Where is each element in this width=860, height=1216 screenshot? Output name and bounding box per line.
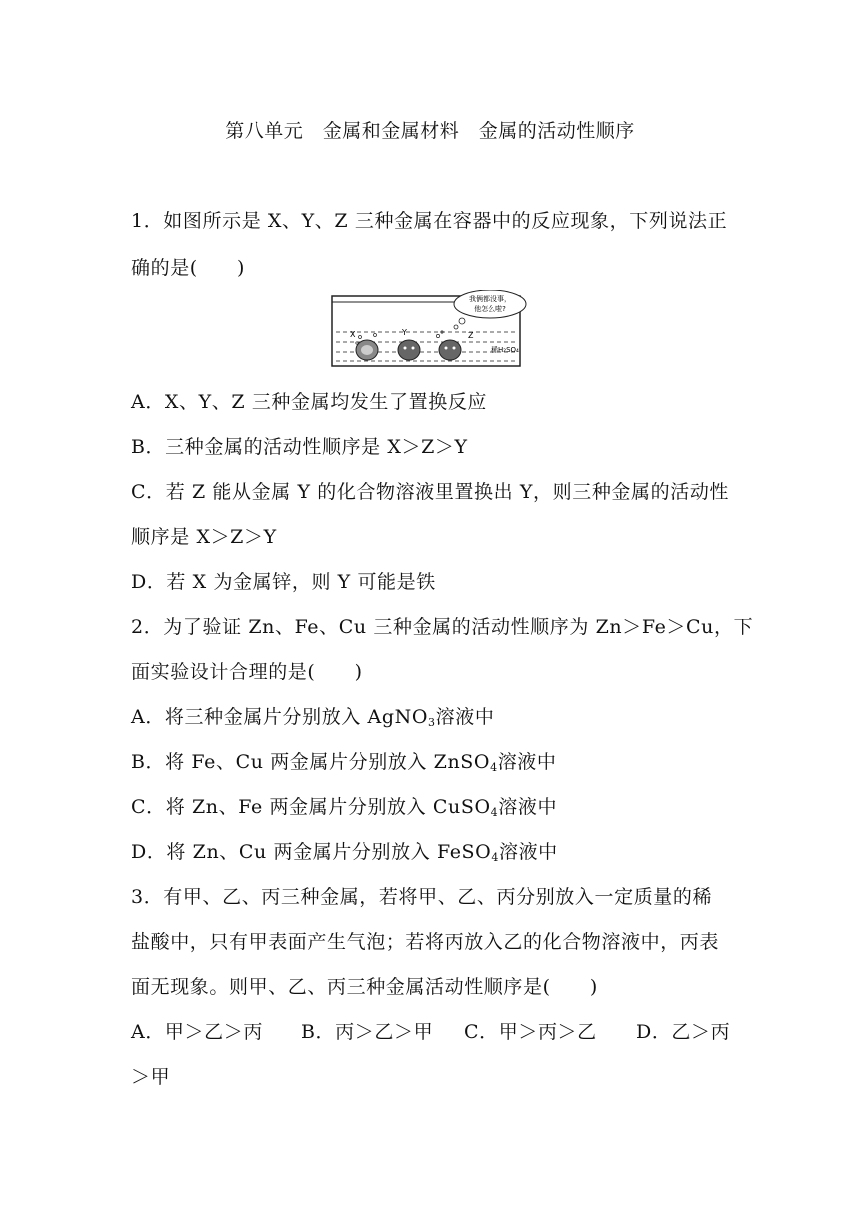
q2-option-b-sub: 4 xyxy=(490,761,498,774)
q2-option-b-text: B．将 Fe、Cu 两金属片分别放入 ZnSO xyxy=(131,751,491,773)
q3-option-b: B．丙＞乙＞甲 xyxy=(301,1021,434,1043)
reaction-container-illustration xyxy=(330,290,530,370)
label-x: X xyxy=(350,330,356,339)
q3-option-d: D．乙＞丙 xyxy=(636,1021,731,1043)
q1-reaction-figure xyxy=(330,290,530,370)
q2-option-a-text: A．将三种金属片分别放入 AgNO xyxy=(131,706,429,728)
q2-option-a-sub: 3 xyxy=(428,716,436,729)
q2-option-c-sub: 4 xyxy=(490,806,499,819)
q1-option-c-line2: 顺序是 X＞Z＞Y xyxy=(131,526,277,548)
q2-option-d xyxy=(131,837,558,864)
q2-option-d-tail: 溶液中 xyxy=(498,841,558,863)
q1-stem-line1: 1．如图所示是 X、Y、Z 三种金属在容器中的反应现象，下列说法正 xyxy=(131,210,728,232)
q2-option-c-text: C．将 Zn、Fe 两金属片分别放入 CuSO xyxy=(131,796,491,818)
bubble-text-1: 我俩都没事， xyxy=(469,295,511,303)
q1-option-b: B．三种金属的活动性顺序是 X＞Z＞Y xyxy=(131,436,468,458)
q2-option-a-tail: 溶液中 xyxy=(435,706,495,728)
q1-option-d: D．若 X 为金属锌，则 Y 可能是铁 xyxy=(131,571,436,593)
q3-option-a: A．甲＞乙＞丙 xyxy=(131,1021,263,1043)
q2-option-b xyxy=(131,747,557,774)
q2-option-c xyxy=(131,792,557,819)
q2-option-a xyxy=(131,702,494,729)
label-z: Z xyxy=(468,331,474,340)
q1-option-a: A．X、Y、Z 三种金属均发生了置换反应 xyxy=(131,391,488,413)
q1-option-c-line1: C．若 Z 能从金属 Y 的化合物溶液里置换出 Y，则三种金属的活动性 xyxy=(131,481,730,503)
q3-option-c: C．甲＞丙＞乙 xyxy=(464,1021,597,1043)
q2-option-c-tail: 溶液中 xyxy=(498,796,558,818)
q2-stem-line1: 2．为了验证 Zn、Fe、Cu 三种金属的活动性顺序为 Zn＞Fe＞Cu，下 xyxy=(131,616,754,638)
q3-stem-line1: 3．有甲、乙、丙三种金属，若将甲、乙、丙分别放入一定质量的稀 xyxy=(131,886,713,908)
q3-stem-line3: 面无现象。则甲、乙、丙三种金属活动性顺序是( ) xyxy=(131,976,598,998)
q2-option-d-sub: 4 xyxy=(491,851,499,864)
q3-options-row xyxy=(131,1017,730,1044)
q2-option-d-text: D．将 Zn、Cu 两金属片分别放入 FeSO xyxy=(131,841,492,863)
q2-stem-line2: 面实验设计合理的是( ) xyxy=(131,661,363,683)
bubble-text-2: 他怎么啦? xyxy=(474,305,506,313)
q2-option-b-tail: 溶液中 xyxy=(497,751,557,773)
label-y: Y xyxy=(402,328,407,337)
q3-stem-line2: 盐酸中，只有甲表面产生气泡；若将丙放入乙的化合物溶液中，丙表 xyxy=(131,931,720,953)
q1-stem-line2: 确的是( ) xyxy=(131,257,246,279)
page-title: 第八单元 金属和金属材料 金属的活动性顺序 xyxy=(225,120,635,142)
q3-option-d-line2: ＞甲 xyxy=(131,1066,171,1088)
acid-label: 稀H₂SO₄ xyxy=(491,346,519,354)
